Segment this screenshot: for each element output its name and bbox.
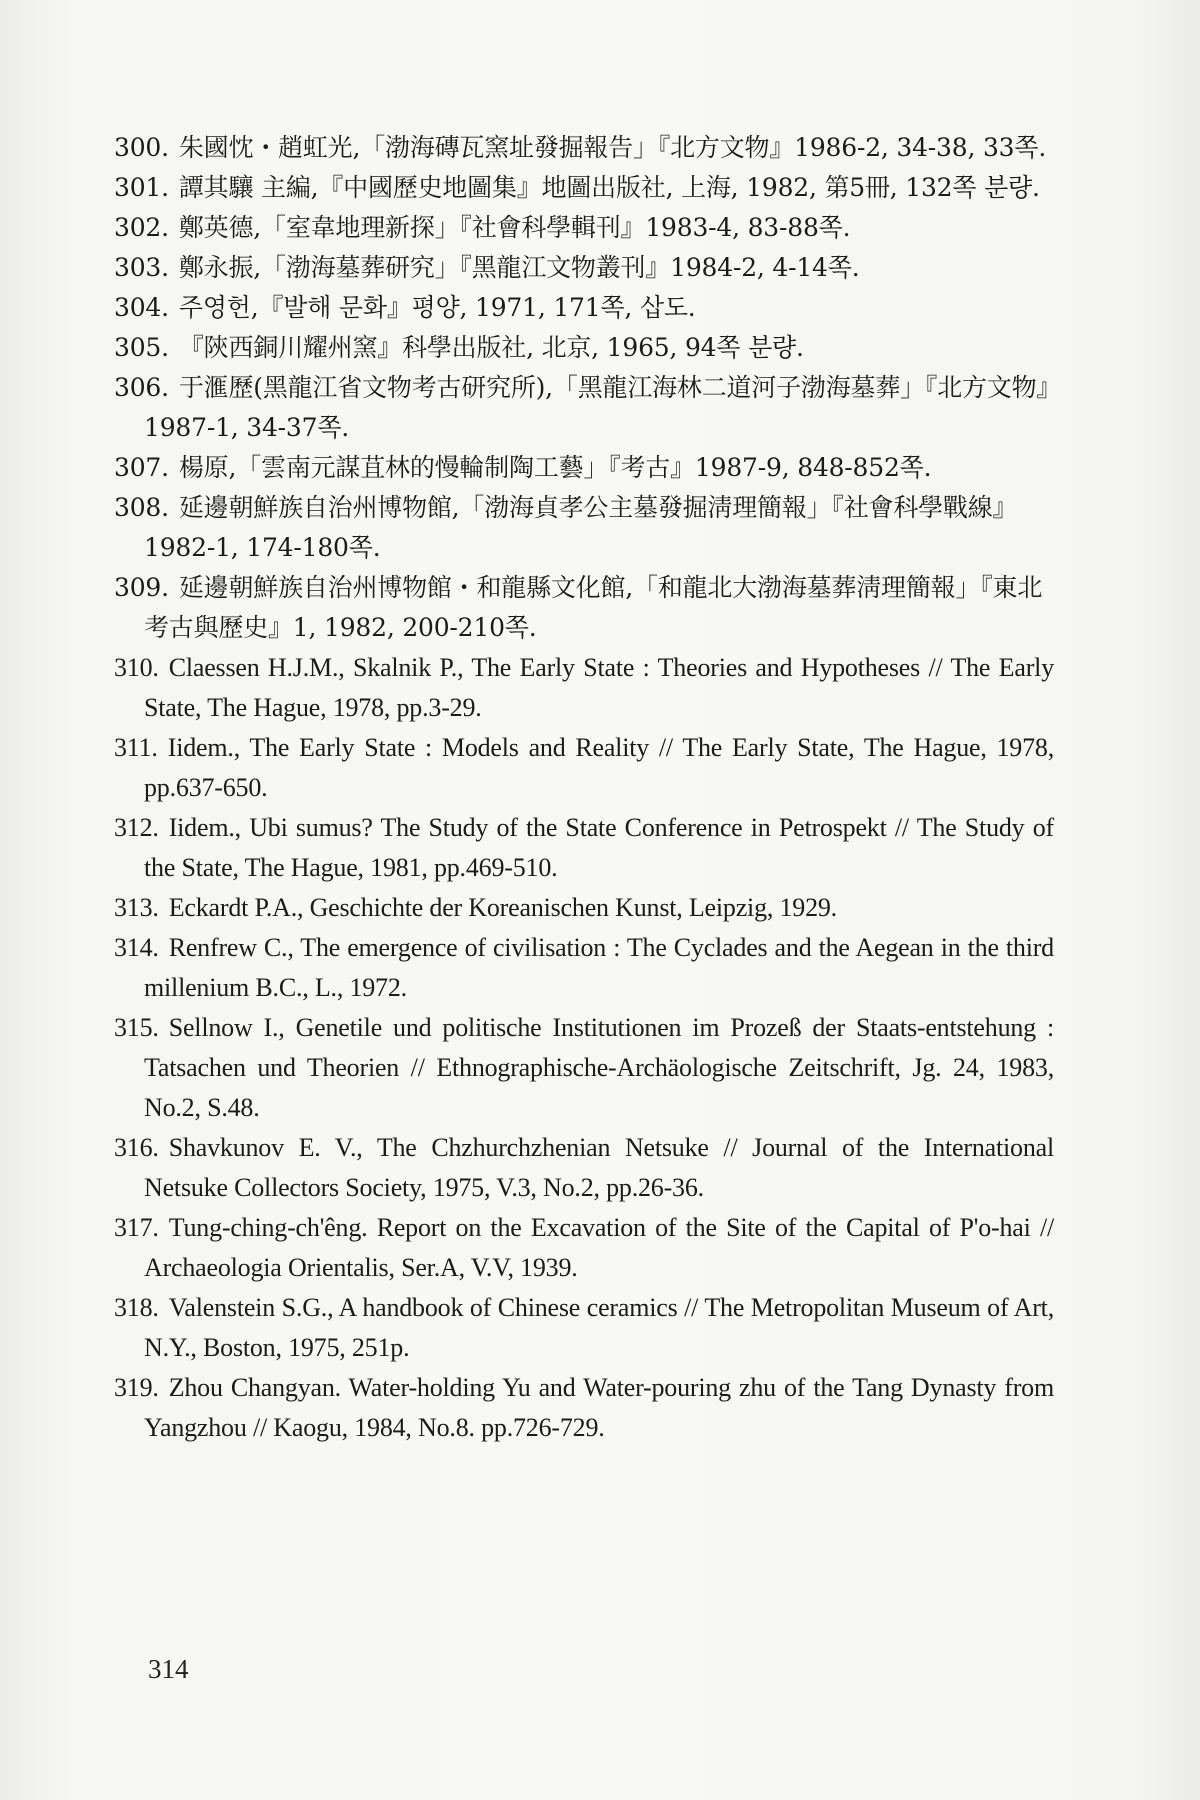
reference-item [114, 1288, 1054, 1368]
reference-text: Valenstein S.G., A handbook of Chinese ceramics // The Metropolitan Museum of Art, N.Y., Boston, 1975, 251p. [144, 1293, 1054, 1362]
reference-text: Claessen H.J.M., Skalnik P., The Early State : Theories and Hypotheses // The Early State, The Hague, 1978, pp.3-29. [144, 653, 1054, 722]
reference-number: 318. [114, 1293, 159, 1322]
reference-number: 313. [114, 893, 159, 922]
reference-number: 314. [114, 933, 159, 962]
reference-number: 317. [114, 1213, 159, 1242]
reference-list [114, 128, 1054, 1448]
reference-item [114, 928, 1054, 1008]
reference-number: 304. [114, 293, 169, 322]
reference-number: 300. [114, 133, 169, 162]
reference-number: 309. [114, 573, 169, 602]
reference-item [114, 888, 1054, 928]
reference-text: Iidem., The Early State : Models and Reality // The Early State, The Hague, 1978, pp.637-650. [144, 733, 1054, 802]
reference-text: Iidem., Ubi sumus? The Study of the State Conference in Petrospekt // The Study of the State, The Hague, 1981, pp.469-510. [144, 813, 1054, 882]
reference-item [114, 1368, 1054, 1448]
reference-text: Sellnow I., Genetile und politische Institutionen im Prozeß der Staats-entstehung : Tatsachen und Theorien // Ethnographische-Archäologische Zeitschrift, Jg. 24, 1983, No.2, S.48. [144, 1013, 1054, 1122]
reference-item [114, 1208, 1054, 1288]
reference-text: 譚其驤 主編,『中國歷史地圖集』地圖出版社, 上海, 1982, 第5冊, 132쪽 분량. [178, 173, 1040, 202]
reference-text: 楊原,「雲南元謀苴林的慢輪制陶工藝」『考古』1987-9, 848-852쪽. [178, 453, 932, 482]
reference-item [114, 448, 1054, 488]
reference-text: 주영헌,『발해 문화』평양, 1971, 171쪽, 삽도. [178, 293, 696, 322]
reference-number: 307. [114, 453, 169, 482]
reference-number: 305. [114, 333, 169, 362]
reference-number: 316. [114, 1133, 159, 1162]
reference-number: 308. [114, 493, 169, 522]
reference-text: 鄭英德,「室韋地理新探」『社會科學輯刊』1983-4, 83-88쪽. [178, 213, 851, 242]
reference-text: 『陝西銅川耀州窯』科學出版社, 北京, 1965, 94쪽 분량. [178, 333, 804, 362]
reference-text: 延邊朝鮮族自治州博物館・和龍縣文化館,「和龍北大渤海墓葬淸理簡報」『東北考古與歷史』1, 1982, 200-210쪽. [144, 573, 1043, 642]
reference-text: Zhou Changyan. Water-holding Yu and Water-pouring zhu of the Tang Dynasty from Yangzhou // Kaogu, 1984, No.8. pp.726-729. [144, 1373, 1054, 1442]
reference-item [114, 328, 1054, 368]
reference-item [114, 168, 1054, 208]
reference-number: 315. [114, 1013, 159, 1042]
reference-text: 于滙歷(黑龍江省文物考古研究所),「黑龍江海林二道河子渤海墓葬」『北方文物』1987-1, 34-37쪽. [144, 373, 1049, 442]
reference-text: Eckardt P.A., Geschichte der Koreanischen Kunst, Leipzig, 1929. [168, 893, 837, 922]
reference-text: 鄭永振,「渤海墓葬研究」『黑龍江文物叢刊』1984-2, 4-14쪽. [178, 253, 860, 282]
reference-text: Shavkunov E. V., The Chzhurchzhenian Netsuke // Journal of the International Netsuke Collectors Society, 1975, V.3, No.2, pp.26-36. [144, 1133, 1054, 1202]
reference-item [114, 288, 1054, 328]
reference-number: 319. [114, 1373, 159, 1402]
reference-number: 303. [114, 253, 169, 282]
reference-number: 311. [114, 733, 158, 762]
reference-text: Tung-ching-ch'êng. Report on the Excavation of the Site of the Capital of P'o-hai // Archaeologia Orientalis, Ser.A, V.V, 1939. [144, 1213, 1054, 1282]
reference-item [114, 648, 1054, 728]
reference-item [114, 1008, 1054, 1128]
reference-item [114, 1128, 1054, 1208]
page-number: 314 [148, 1654, 189, 1684]
reference-item [114, 128, 1054, 168]
reference-text: 延邊朝鮮族自治州博物館,「渤海貞孝公主墓發掘淸理簡報」『社會科學戰線』1982-1, 174-180쪽. [144, 493, 1018, 562]
reference-item [114, 728, 1054, 808]
reference-item [114, 568, 1054, 648]
reference-text: 朱國忱・趙虹光,「渤海磚瓦窯址發掘報告」『北方文物』1986-2, 34-38, 33쪽. [178, 133, 1047, 162]
reference-text: Renfrew C., The emergence of civilisation : The Cyclades and the Aegean in the third millenium B.C., L., 1972. [144, 933, 1054, 1002]
reference-item [114, 488, 1054, 568]
reference-item [114, 208, 1054, 248]
reference-number: 310. [114, 653, 159, 682]
reference-number: 301. [114, 173, 169, 202]
reference-item [114, 808, 1054, 888]
reference-item [114, 248, 1054, 288]
reference-number: 306. [114, 373, 169, 402]
reference-number: 302. [114, 213, 169, 242]
reference-number: 312. [114, 813, 159, 842]
reference-item [114, 368, 1054, 448]
